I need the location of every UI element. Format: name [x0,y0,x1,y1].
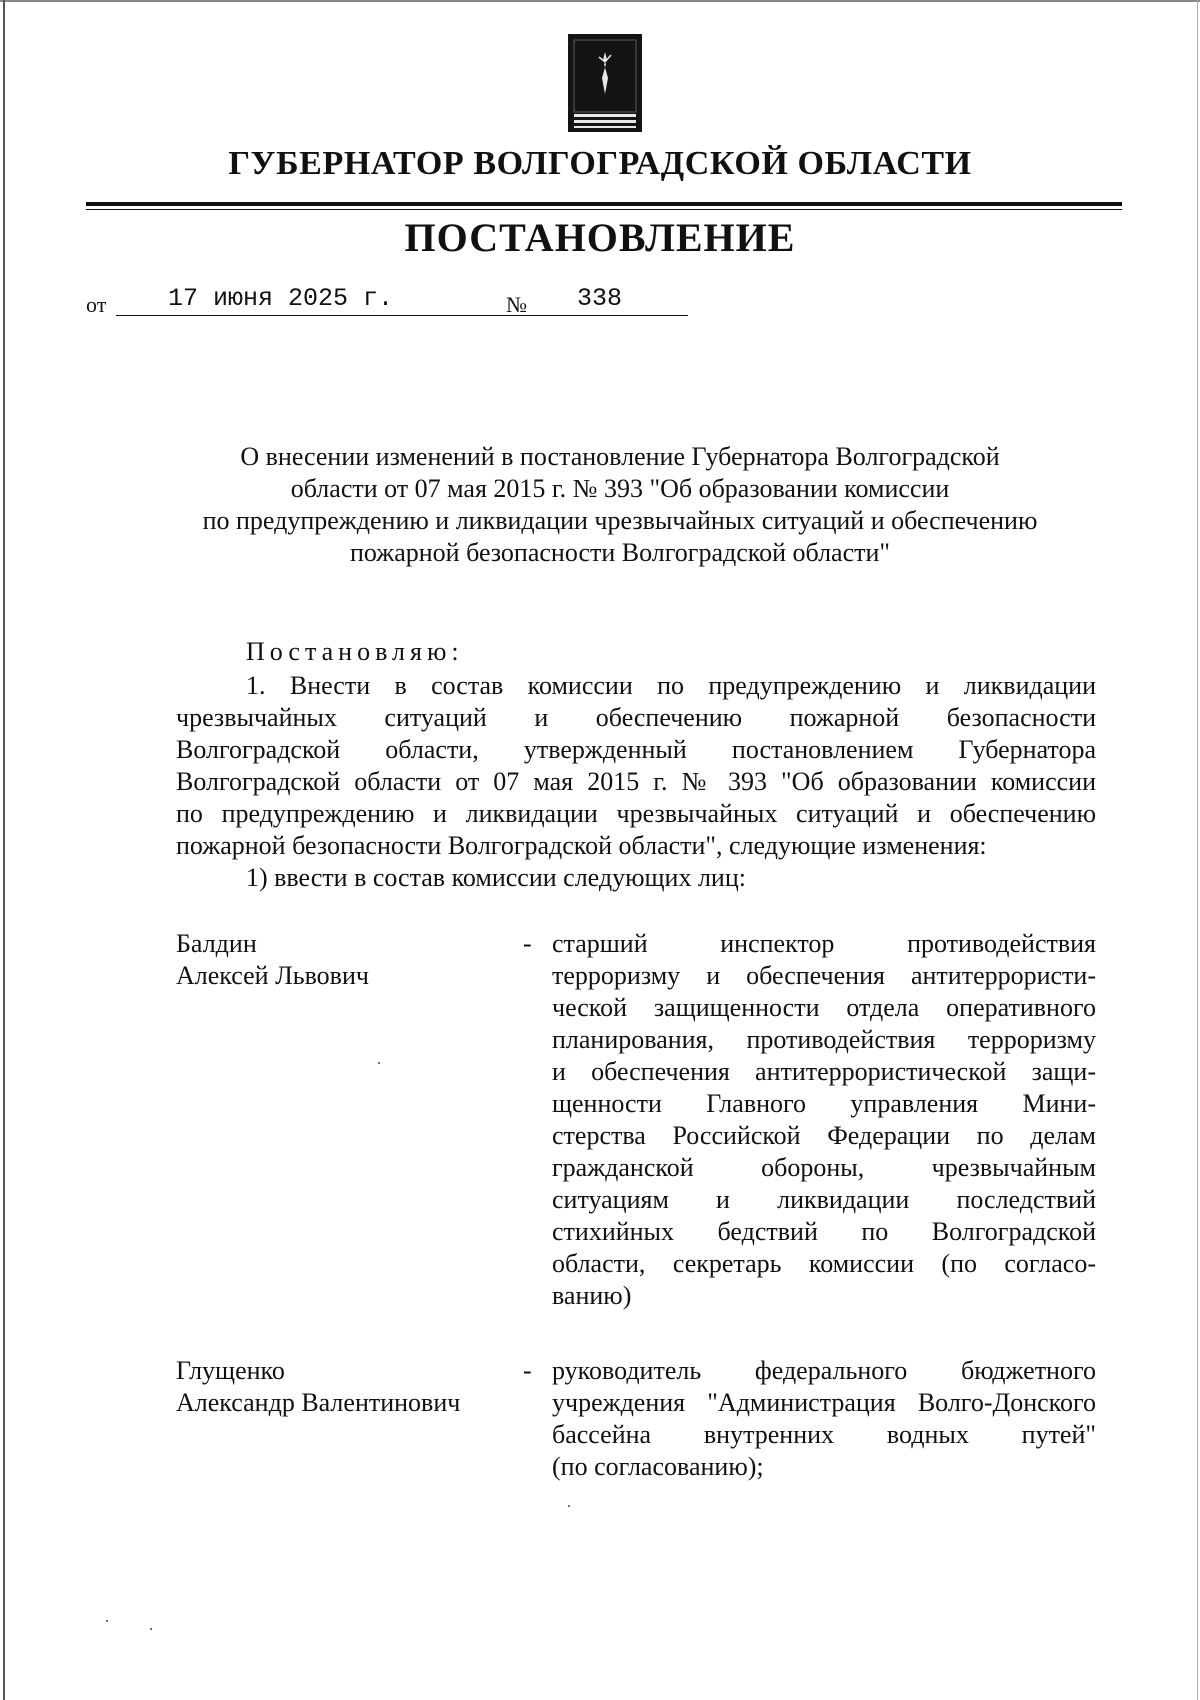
body-line: по предупреждению и ликвидации чрезвычайных ситуаций и обеспечению [176,799,1096,828]
member-given-names: Александр Валентинович [176,1388,461,1417]
member-name [176,1355,506,1419]
subject-line: О внесении изменений в постановление Губернатора Волгоградской [240,442,1000,471]
member-name [176,928,506,992]
body-line: Волгоградской области, утвержденный постановлением Губернатора [176,735,1096,764]
resolution-body [176,670,1096,894]
scan-speck [106,1620,108,1622]
document-number: 338 [577,284,623,313]
member-surname: Балдин [176,929,257,958]
position-line: стерства Российской Федерации по делам [552,1121,1096,1150]
member-dash: - [523,929,532,958]
body-line: чрезвычайных ситуаций и обеспечению пожарной безопасности [176,703,1096,732]
position-line: планирования, противодействия терроризму [552,1025,1096,1054]
header-rule-thin [86,209,1122,210]
body-line: 1) ввести в состав комиссии следующих лиц: [246,863,746,892]
position-line: учреждения "Администрация Волго-Донского [552,1388,1096,1417]
position-line: терроризму и обеспечения антитеррористи- [552,961,1096,990]
member-position [552,928,1096,1312]
member-position [552,1355,1096,1483]
member-dash: - [523,1356,532,1385]
scan-speck [150,1628,152,1630]
position-line: гражданской обороны, чрезвычайным [552,1153,1096,1182]
document-date: 17 июня 2025 г. [168,284,394,313]
number-label: № [506,292,527,317]
position-line: старший инспектор противодействия [552,929,1096,958]
position-line: бассейна внутренних водных путей" [552,1420,1096,1449]
position-line: ситуациям и ликвидации последствий [552,1185,1096,1214]
number-underline [534,315,688,316]
document-subject [140,441,1100,569]
commission-member-entry [176,1355,1096,1495]
position-line: области, секретарь комиссии (по согласо- [552,1249,1096,1278]
scan-edge-top [0,0,1200,2]
body-line: 1. Внести в состав комиссии по предупреждению и ликвидации [246,671,1096,700]
document-type-title: ПОСТАНОВЛЕНИЕ [404,215,796,260]
body-line: пожарной безопасности Волгоградской области", следующие изменения: [176,831,987,860]
date-number-row [86,284,706,324]
header-rule-thick [86,202,1122,206]
member-surname: Глущенко [176,1356,285,1385]
authority-title: ГУБЕРНАТОР ВОЛГОГРАДСКОЙ ОБЛАСТИ [228,145,972,182]
decree-word: Постановляю: [246,637,464,666]
position-line: руководитель федерального бюджетного [552,1356,1096,1385]
position-line: (по согласованию); [552,1452,764,1481]
position-line: ческой защищенности отдела оперативного [552,993,1096,1022]
body-line: Волгоградской области от 07 мая 2015 г. № 393 "Об образовании комиссии [176,767,1096,796]
commission-member-entry [176,928,1096,1318]
subject-line: области от 07 мая 2015 г. № 393 "Об образовании комиссии [290,474,950,503]
position-line: и обеспечения антитеррористической защи- [552,1057,1096,1086]
scan-speck [378,1062,380,1064]
member-given-names: Алексей Львович [176,961,369,990]
position-line: щенности Главного управления Мини- [552,1089,1096,1118]
coat-of-arms-icon [568,34,642,132]
position-line: стихийных бедствий по Волгоградской [552,1217,1096,1246]
date-prefix-label: от [86,292,107,317]
scan-speck [568,1505,570,1507]
subject-line: по предупреждению и ликвидации чрезвычайных ситуаций и обеспечению [202,506,1038,535]
subject-line: пожарной безопасности Волгоградской области" [349,538,891,567]
position-line: ванию) [552,1281,632,1310]
